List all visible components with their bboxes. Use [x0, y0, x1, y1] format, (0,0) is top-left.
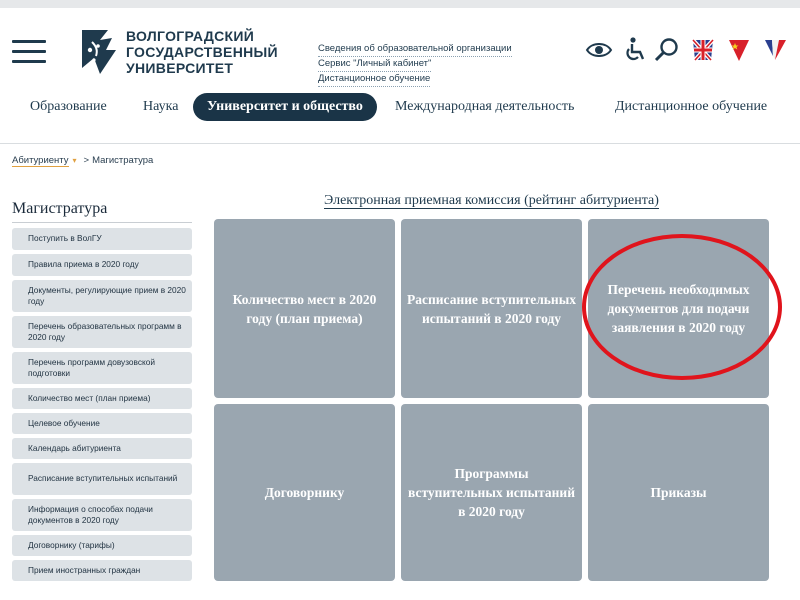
tile-required-documents[interactable]	[588, 219, 769, 398]
eye-icon[interactable]	[585, 36, 613, 64]
header-info-links	[318, 42, 512, 87]
magnifier-icon[interactable]	[653, 36, 681, 64]
org-info-link[interactable]: Сведения об образовательной организации	[318, 42, 512, 57]
sidebar-item-label: Поступить в ВолГУ	[28, 233, 102, 244]
breadcrumb-separator-icon: >	[83, 155, 90, 166]
sidebar-item-applicant-calendar[interactable]	[12, 438, 192, 459]
main-nav	[0, 93, 800, 123]
sidebar-title: Магистратура	[12, 200, 108, 217]
tile-contract[interactable]	[214, 404, 395, 581]
sidebar-item-label: Целевое обучение	[28, 417, 100, 428]
tile-label: Перечень необходимых документов для подачи заявления в 2020 году	[607, 282, 750, 335]
breadcrumb-link[interactable]: Абитуриенту	[12, 155, 69, 166]
sidebar-item-label: Количество мест (план приема)	[28, 392, 151, 403]
tile-label: Договорнику	[264, 485, 345, 500]
electronic-admission-link[interactable]: Электронная приемная комиссия (рейтинг абитуриента)	[324, 193, 659, 208]
sidebar-item-label: Перечень образовательных программ в 2020 году	[28, 320, 182, 342]
sidebar-item-label: Информация о способах подачи документов в 2020 году	[28, 503, 153, 525]
tile-label: Расписание вступительных испытаний в 2020 году	[407, 291, 576, 326]
sidebar-item-label: Перечень программ довузовской подготовки	[28, 356, 155, 378]
tile-label: Программы вступительных испытаний в 2020 году	[408, 466, 575, 519]
france-flag-icon[interactable]	[761, 36, 789, 64]
university-name[interactable]	[126, 28, 278, 76]
nav-item-distance-learning[interactable]: Дистанционное обучение	[615, 99, 768, 114]
sidebar-item-admission-documents[interactable]	[12, 280, 192, 312]
tile-exam-programs[interactable]	[401, 404, 582, 581]
sidebar-item-label: Правила приема в 2020 году	[28, 259, 139, 270]
hamburger-menu-icon[interactable]	[12, 40, 46, 64]
sidebar-item-label: Договорнику (тарифы)	[28, 539, 115, 550]
nav-item-education[interactable]: Образование	[30, 99, 107, 114]
sidebar-item-submission-methods[interactable]	[12, 499, 192, 531]
breadcrumb	[12, 155, 153, 166]
university-logo-icon[interactable]	[78, 28, 120, 76]
dropdown-dot-icon: ▾	[72, 156, 77, 165]
nav-item-university-society[interactable]: Университет и общество	[193, 93, 377, 121]
sidebar-item-label: Документы, регулирующие прием в 2020 году	[28, 284, 186, 306]
tile-label: Приказы	[650, 485, 707, 500]
personal-cabinet-link[interactable]: Сервис "Личный кабинет"	[318, 57, 431, 72]
sidebar-item-label: Прием иностранных граждан	[28, 564, 141, 575]
tile-places-count[interactable]	[214, 219, 395, 398]
sidebar-menu	[12, 228, 192, 585]
uk-flag-icon[interactable]	[689, 36, 717, 64]
breadcrumb-current: Магистратура	[92, 155, 154, 166]
sidebar-item-label: Расписание вступительных испытаний	[28, 473, 178, 484]
sidebar-item-apply[interactable]	[12, 228, 192, 250]
sidebar-item-places-count[interactable]	[12, 388, 192, 409]
top-strip	[0, 0, 800, 8]
university-name-line: ГОСУДАРСТВЕННЫЙ	[126, 44, 278, 60]
content-title	[214, 193, 769, 209]
sidebar-item-label: Календарь абитуриента	[28, 442, 121, 453]
nav-item-international[interactable]: Международная деятельность	[395, 99, 575, 114]
sidebar-item-contract-tariffs[interactable]	[12, 535, 192, 556]
distance-learning-link[interactable]: Дистанционное обучение	[318, 72, 430, 87]
sidebar-title-underline	[12, 222, 192, 223]
university-name-line: ВОЛГОГРАДСКИЙ	[126, 28, 255, 44]
sidebar-item-exam-schedule[interactable]	[12, 463, 192, 495]
sidebar-item-targeted-training[interactable]	[12, 413, 192, 434]
header-divider	[0, 143, 800, 144]
sidebar-item-programs-list[interactable]	[12, 316, 192, 348]
tile-exam-schedule[interactable]	[401, 219, 582, 398]
header-icons	[585, 36, 795, 66]
tile-orders[interactable]	[588, 404, 769, 581]
tile-label: Количество мест в 2020 году (план приема)	[232, 291, 377, 326]
university-name-line: УНИВЕРСИТЕТ	[126, 60, 234, 76]
sidebar-item-foreign-citizens[interactable]	[12, 560, 192, 581]
nav-item-science[interactable]: Наука	[143, 99, 179, 114]
sidebar-item-preparatory-programs[interactable]	[12, 352, 192, 384]
china-flag-icon[interactable]	[725, 36, 753, 64]
sidebar-item-admission-rules[interactable]	[12, 254, 192, 276]
wheelchair-icon[interactable]	[621, 36, 649, 64]
